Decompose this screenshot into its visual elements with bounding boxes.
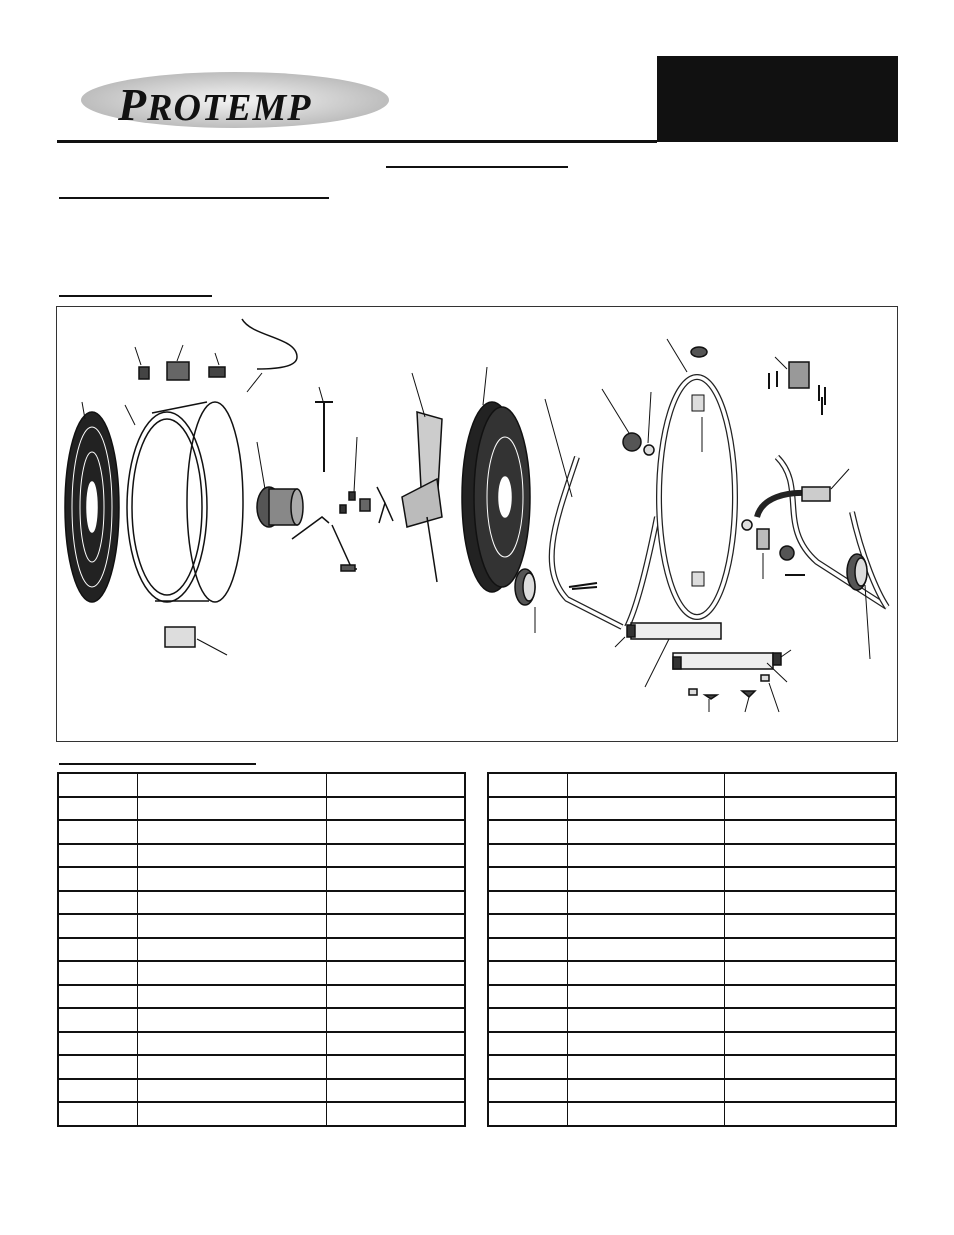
table-cell	[327, 1079, 465, 1103]
table-cell	[568, 773, 725, 797]
fan-blade	[402, 373, 442, 582]
bracket-screws	[769, 357, 825, 415]
table-cell	[138, 867, 327, 891]
table-row	[58, 914, 465, 938]
table-row	[488, 985, 896, 1009]
exploded-parts-diagram	[56, 306, 898, 742]
section-underline-3	[59, 763, 256, 765]
table-cell	[327, 891, 465, 915]
table-cell	[725, 1079, 896, 1103]
table-cell	[138, 914, 327, 938]
table-row	[58, 985, 465, 1009]
table-cell	[568, 961, 725, 985]
table-cell	[327, 867, 465, 891]
table-row	[488, 914, 896, 938]
table-cell	[568, 938, 725, 962]
table-row	[58, 938, 465, 962]
motor	[257, 442, 303, 527]
table-cell	[488, 797, 568, 821]
table-row	[488, 867, 896, 891]
table-cell	[568, 1102, 725, 1126]
table-row	[488, 1055, 896, 1079]
table-cell	[725, 797, 896, 821]
base-bars	[615, 623, 791, 712]
table-cell	[568, 867, 725, 891]
table-cell	[138, 797, 327, 821]
table-cell	[58, 1055, 138, 1079]
table-row	[58, 867, 465, 891]
table-cell	[138, 844, 327, 868]
table-cell	[327, 985, 465, 1009]
table-cell	[488, 914, 568, 938]
table-row	[58, 961, 465, 985]
table-cell	[138, 773, 327, 797]
table-row	[488, 820, 896, 844]
table-cell	[488, 1079, 568, 1103]
table-cell	[138, 820, 327, 844]
table-row	[488, 1102, 896, 1126]
table-row	[488, 1079, 896, 1103]
table-row	[488, 938, 896, 962]
knob-part	[139, 367, 149, 379]
table-cell	[488, 773, 568, 797]
table-row	[488, 961, 896, 985]
table-cell	[488, 844, 568, 868]
table-cell	[138, 891, 327, 915]
wheel-right	[847, 554, 867, 590]
table-cell	[725, 773, 896, 797]
table-cell	[488, 1008, 568, 1032]
table-cell	[138, 1102, 327, 1126]
table-cell	[327, 1055, 465, 1079]
table-cell	[488, 1102, 568, 1126]
table-cell	[488, 891, 568, 915]
table-cell	[327, 820, 465, 844]
table-cell	[138, 1055, 327, 1079]
table-cell	[488, 867, 568, 891]
table-cell	[327, 1102, 465, 1126]
parts-table-right	[487, 772, 897, 1127]
table-cell	[58, 891, 138, 915]
switch-box	[165, 627, 195, 647]
table-row	[58, 820, 465, 844]
table-cell	[58, 797, 138, 821]
table-cell	[327, 938, 465, 962]
table-cell	[58, 961, 138, 985]
table-cell	[568, 844, 725, 868]
title-underline	[386, 166, 568, 168]
plug-part	[209, 367, 225, 377]
table-row	[488, 1032, 896, 1056]
table-cell	[58, 844, 138, 868]
table-cell	[327, 961, 465, 985]
table-cell	[58, 1079, 138, 1103]
section-underline-1	[59, 197, 329, 199]
table-cell	[58, 1032, 138, 1056]
table-cell	[725, 867, 896, 891]
table-cell	[58, 1008, 138, 1032]
table-cell	[725, 914, 896, 938]
table-cell	[327, 773, 465, 797]
table-cell	[327, 914, 465, 938]
table-cell	[725, 1055, 896, 1079]
oval-frame	[659, 339, 735, 617]
table-row	[58, 1079, 465, 1103]
table-cell	[58, 938, 138, 962]
table-cell	[58, 773, 138, 797]
table-cell	[568, 820, 725, 844]
table-cell	[138, 938, 327, 962]
model-banner-box	[657, 56, 898, 142]
table-cell	[725, 938, 896, 962]
logo-wordmark: PROTEMP	[118, 79, 312, 130]
table-row	[488, 797, 896, 821]
table-row	[488, 1008, 896, 1032]
table-cell	[488, 820, 568, 844]
fan-housing	[127, 402, 243, 602]
table-cell	[58, 985, 138, 1009]
frame-left	[545, 399, 657, 627]
table-row	[58, 1008, 465, 1032]
table-row	[58, 797, 465, 821]
parts-table-left	[57, 772, 466, 1127]
table-cell	[138, 961, 327, 985]
table-cell	[568, 985, 725, 1009]
table-row	[58, 844, 465, 868]
table-cell	[58, 914, 138, 938]
table-cell	[568, 797, 725, 821]
table-row	[58, 891, 465, 915]
table-cell	[327, 844, 465, 868]
table-cell	[725, 1032, 896, 1056]
table-cell	[725, 961, 896, 985]
table-cell	[327, 797, 465, 821]
switch-part	[167, 362, 189, 380]
rear-grille	[462, 367, 530, 592]
table-cell	[725, 1008, 896, 1032]
table-cell	[725, 844, 896, 868]
table-cell	[568, 891, 725, 915]
table-cell	[58, 1102, 138, 1126]
table-cell	[488, 1055, 568, 1079]
table-row	[58, 1032, 465, 1056]
table-cell	[725, 985, 896, 1009]
table-row	[58, 1055, 465, 1079]
table-cell	[725, 891, 896, 915]
table-cell	[725, 820, 896, 844]
table-cell	[568, 1008, 725, 1032]
table-cell	[327, 1008, 465, 1032]
table-cell	[138, 1079, 327, 1103]
table-cell	[58, 867, 138, 891]
table-row	[488, 844, 896, 868]
table-cell	[725, 1102, 896, 1126]
table-cell	[568, 1055, 725, 1079]
table-cell	[138, 1008, 327, 1032]
table-cell	[138, 985, 327, 1009]
table-row	[58, 1102, 465, 1126]
header-divider	[57, 140, 657, 143]
table-cell	[488, 1032, 568, 1056]
table-cell	[58, 820, 138, 844]
wheel-left	[515, 569, 535, 633]
power-cord	[242, 319, 297, 369]
table-cell	[488, 938, 568, 962]
section-underline-2	[59, 295, 212, 297]
table-row	[488, 891, 896, 915]
table-cell	[488, 985, 568, 1009]
table-row	[58, 773, 465, 797]
table-cell	[327, 1032, 465, 1056]
table-row	[488, 773, 896, 797]
table-cell	[568, 914, 725, 938]
table-cell	[568, 1032, 725, 1056]
table-cell	[138, 1032, 327, 1056]
table-cell	[488, 961, 568, 985]
table-cell	[568, 1079, 725, 1103]
front-grille	[65, 412, 119, 602]
frame-right	[757, 457, 887, 659]
